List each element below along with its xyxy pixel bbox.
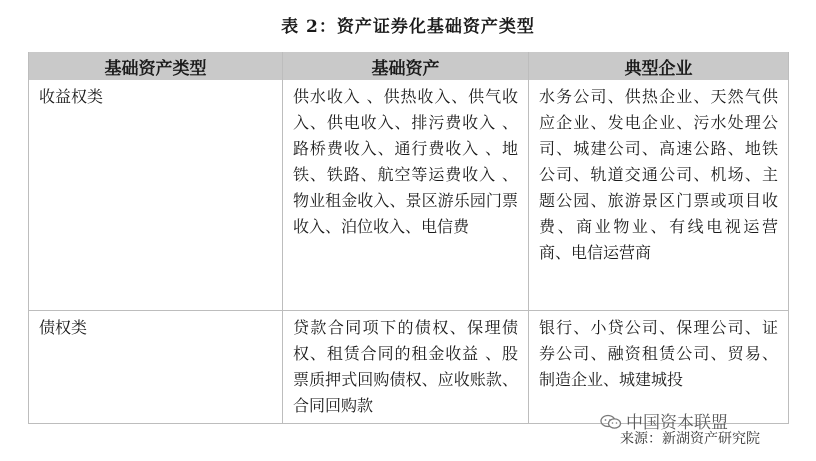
table-row: [29, 311, 789, 424]
header-asset-type: 基础资产类型: [29, 52, 283, 80]
cell-underlying-assets: 供水收入 、供热收入、供气收入、供电收入、排污费收入 、路桥费收入、通行费收入 、地铁、铁路、航空等运费收入 、物业租金收入、景区游乐园门票收入、泊位收入、电信费: [283, 80, 529, 311]
table-title: 表 2：资产证券化基础资产类型: [281, 17, 535, 37]
source-note: 来源：新湖资产研究院: [620, 431, 760, 447]
table-header-row: [29, 52, 789, 80]
cell-typical-enterprises: 银行、小贷公司、保理公司、证券公司、融资租赁公司、贸易、制造企业、城建城投: [529, 311, 789, 424]
header-typical-enterprises: 典型企业: [529, 52, 789, 80]
cell-underlying-assets: 贷款合同项下的债权、保理债权、租赁合同的租金收益 、股票质押式回购债权、应收账款、合同回购款: [283, 311, 529, 424]
table-row: [29, 80, 789, 311]
cell-asset-type: 债权类: [29, 311, 283, 424]
cell-asset-type: 收益权类: [29, 80, 283, 311]
header-underlying-assets: 基础资产: [283, 52, 529, 80]
wechat-icon: [600, 414, 622, 430]
watermark-text: 中国资本联盟: [626, 413, 728, 433]
asset-types-table: [28, 52, 789, 424]
cell-typical-enterprises: 水务公司、供热企业、天然气供应企业、发电企业、污水处理公司、城建公司、高速公路、地铁公司、轨道交通公司、机场、主题公园、旅游景区门票或项目收费、商业物业、有线电视运营商、电信运营商: [529, 80, 789, 311]
